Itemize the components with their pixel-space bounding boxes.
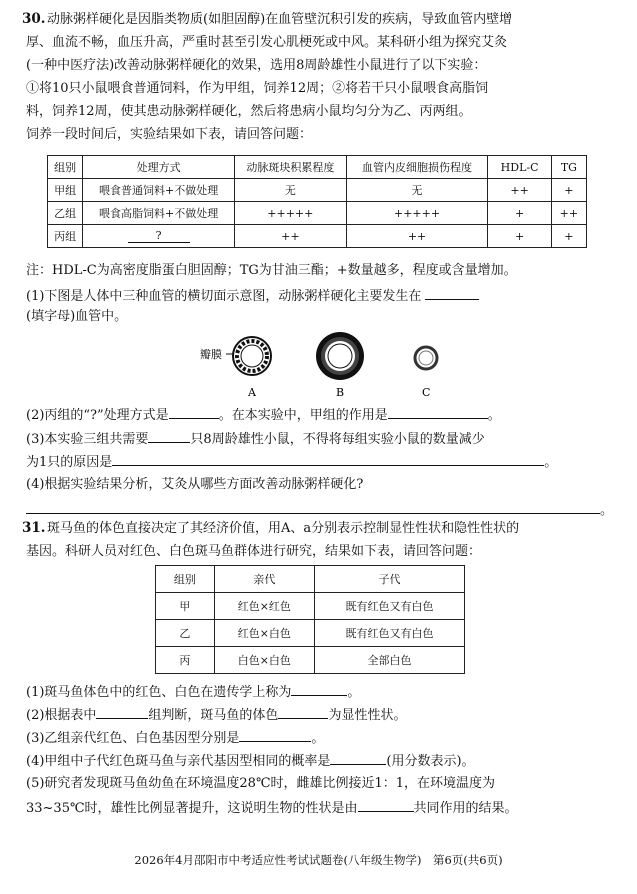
- th-offspring: 子代: [315, 566, 465, 593]
- q30-p4: (4)根据实验结果分析，艾灸从哪些方面改善动脉粥样硬化?: [26, 477, 364, 492]
- answer-blank[interactable]: [239, 728, 311, 742]
- page-footer: 2026年4月邵阳市中考适应性考试试题卷(八年级生物学) 第6页(共6页): [134, 853, 503, 867]
- q31-line-1: 斑马鱼的体色直接决定了其经济价值，用A、a分别表示控制显性性状和隐性性状的: [47, 521, 520, 536]
- q30-line-3: (一种中医疗法)改善动脉粥样硬化的效果，选用8周龄雄性小鼠进行了以下实验：: [26, 58, 487, 73]
- cell: 丙组: [48, 225, 83, 248]
- vessel-b: [316, 332, 364, 380]
- cell: 喂食普通饲料+不做处理: [83, 179, 235, 202]
- answer-blank[interactable]: [330, 751, 386, 765]
- table-header-row: [156, 566, 465, 593]
- q31-p5-line-2: 33~35℃时，雄性比例显著提升，这说明生物的性状是由 共同作用的结果。: [26, 798, 616, 818]
- cell: +: [488, 225, 551, 248]
- answer-blank[interactable]: [291, 682, 347, 696]
- q30-p3-line-1: (3)本实验三组共需要 只8周龄雄性小鼠，不得将每组实验小鼠的数量减少: [26, 429, 616, 449]
- answer-blank[interactable]: [112, 452, 544, 466]
- cell: 甲组: [48, 179, 83, 202]
- answer-blank[interactable]: [148, 429, 190, 443]
- cell: +: [551, 225, 586, 248]
- cell: +++++: [346, 202, 488, 225]
- q30-p4-answer-line: 。: [26, 500, 616, 520]
- q31-p4: (4)甲组中子代红色斑马鱼与亲代基因型相同的概率是 (用分数表示)。: [26, 751, 616, 771]
- cell: 丙: [156, 647, 215, 674]
- cell: 既有红色又有白色: [315, 620, 465, 647]
- th-treatment: 处理方式: [83, 156, 235, 179]
- label-c: C: [422, 386, 431, 399]
- q30-line-5: 料，饲养12周，使其患动脉粥样硬化，然后将患病小鼠均匀分为乙、丙两组。: [26, 104, 472, 119]
- cell: 喂食高脂饲料+不做处理: [83, 202, 235, 225]
- answer-blank[interactable]: [278, 705, 328, 719]
- q31-p1: (1)斑马鱼体色中的红色、白色在遗传学上称为 。: [26, 682, 616, 702]
- table-row: [156, 593, 465, 620]
- vessel-cross-section-figure: [190, 328, 460, 400]
- q30-p1-line-1: (1)下图是人体中三种血管的横切面示意图，动脉粥样硬化主要发生在: [26, 286, 616, 306]
- valve-label: 瓣膜: [200, 348, 222, 361]
- cell: ++: [551, 202, 586, 225]
- answer-blank[interactable]: [358, 798, 414, 812]
- cell: 乙: [156, 620, 215, 647]
- answer-blank[interactable]: [96, 705, 148, 719]
- q30-p2: (2)丙组的“?”处理方式是 。在本实验中，甲组的作用是 。: [26, 405, 616, 425]
- table-row: [156, 620, 465, 647]
- cell: 甲: [156, 593, 215, 620]
- table-header-row: [48, 156, 587, 179]
- table-row: [48, 179, 587, 202]
- cell-blank-question: [83, 225, 235, 248]
- table-row: [48, 225, 587, 248]
- cell: 无: [346, 179, 488, 202]
- q30-p1-line-2: (填字母)血管中。: [26, 309, 128, 324]
- q31-p2: (2)根据表中 组判断，斑马鱼的体色 为显性性状。: [26, 705, 616, 725]
- q30-result-table: [47, 155, 587, 248]
- th-plaque: 动脉斑块积累程度: [235, 156, 347, 179]
- cell: 既有红色又有白色: [315, 593, 465, 620]
- th-parents: 亲代: [214, 566, 314, 593]
- q30-number: 30.: [22, 11, 46, 27]
- th-group: 组别: [156, 566, 215, 593]
- answer-blank[interactable]: [26, 500, 600, 514]
- cell: +: [551, 179, 586, 202]
- q30-line-2: 厚、血流不畅，血压升高，严重时甚至引发心肌梗死或中风。某科研小组为探究艾灸: [26, 35, 508, 50]
- cell: 无: [235, 179, 347, 202]
- table-row: [156, 647, 465, 674]
- vessel-a: [226, 337, 271, 375]
- q30-p3-line-2: 为1只的原因是 。: [26, 452, 616, 472]
- answer-blank[interactable]: [425, 286, 479, 300]
- q31-p5-line-1: (5)研究者发现斑马鱼幼鱼在环境温度28℃时，雌雄比例接近1：1，在环境温度为: [26, 776, 496, 791]
- q30-note: 注：HDL-C为高密度脂蛋白胆固醇；TG为甘油三酯；+数量越多，程度或含量增加。: [26, 263, 517, 278]
- cell: +: [488, 202, 551, 225]
- vessel-c: [415, 347, 437, 369]
- answer-blank[interactable]: [169, 405, 219, 419]
- th-endothelial: 血管内皮细胞损伤程度: [346, 156, 488, 179]
- label-b: B: [336, 386, 345, 399]
- q30-line-1: 动脉粥样硬化是因脂类物质(如胆固醇)在血管壁沉积引发的疾病，导致血管内壁增: [47, 12, 513, 27]
- cell: ++: [488, 179, 551, 202]
- cell: 红色×红色: [214, 593, 314, 620]
- cell: 全部白色: [315, 647, 465, 674]
- q31-result-table: [155, 565, 465, 674]
- q30-line-6: 饲养一段时间后，实验结果如下表，请回答问题：: [26, 127, 313, 142]
- treatment-blank[interactable]: ?: [128, 229, 190, 243]
- th-tg: TG: [551, 156, 586, 179]
- cell: 红色×白色: [214, 620, 314, 647]
- cell: 白色×白色: [214, 647, 314, 674]
- label-a: A: [248, 386, 256, 399]
- cell: ++: [235, 225, 347, 248]
- th-group: 组别: [48, 156, 83, 179]
- q31-number: 31.: [22, 520, 46, 536]
- answer-blank[interactable]: [388, 405, 488, 419]
- table-row: [48, 202, 587, 225]
- q31-p3: (3)乙组亲代红色、白色基因型分别是 。: [26, 728, 616, 748]
- q31-line-2: 基因。科研人员对红色、白色斑马鱼群体进行研究，结果如下表，请回答问题：: [26, 544, 482, 559]
- cell: +++++: [235, 202, 347, 225]
- cell: ++: [346, 225, 488, 248]
- th-hdlc: HDL-C: [488, 156, 551, 179]
- q30-line-4: ①将10只小鼠喂食普通饲料，作为甲组，饲养12周；②将若干只小鼠喂食高脂饲: [26, 81, 489, 96]
- cell: 乙组: [48, 202, 83, 225]
